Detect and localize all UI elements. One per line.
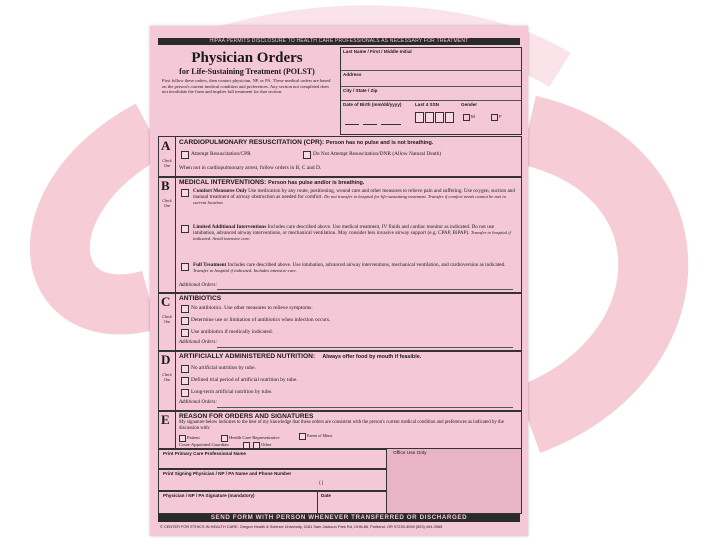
section-letter: D: [161, 352, 171, 367]
attempt-cpr-label: Attempt Resuscitation/CPR: [191, 151, 251, 157]
long-term-nutrition-label: Long-term artificial nutrition by tube.: [191, 389, 273, 395]
health-care-rep-label: Health Care Representative: [229, 435, 280, 440]
section-e-reason-signatures: [158, 410, 522, 450]
option-title: Comfort Measures Only: [193, 188, 247, 194]
use-antibiotics-label: Use antibiotics if medically indicated.: [191, 329, 273, 335]
dob-label: Date of Birth (mm/dd/yyyy): [343, 102, 402, 107]
option-text: Use medication by any route, positioning, wound care and other measures to relieve pain and suffering. Use oxygen, suction and manual treatment of airway obstruction as needed for comfort.: [193, 188, 515, 201]
section-b-medical-interventions: [158, 176, 522, 294]
ssn-digit-field[interactable]: [415, 112, 424, 123]
primary-care-label: Print Primary Care Professional Name: [163, 451, 246, 456]
patient-label: Patient: [187, 435, 200, 440]
dnr-label: Do Not Attempt Resuscitation/DNR (Allow Natural Death): [313, 151, 442, 157]
ssn-digit-field[interactable]: [425, 112, 434, 123]
option-title: Full Treatment: [193, 262, 227, 268]
additional-orders-label: Additional Orders:: [179, 340, 218, 345]
attempt-cpr-checkbox[interactable]: [181, 151, 189, 159]
signing-physician-row[interactable]: [158, 468, 388, 492]
section-d-heading: [179, 353, 421, 360]
comfort-measures-text: [193, 188, 517, 207]
office-use-only-box: [386, 448, 522, 514]
check-one-note: Check One: [162, 373, 172, 382]
determine-antibiotics-checkbox[interactable]: [181, 317, 189, 325]
additional-orders-field[interactable]: [217, 407, 513, 408]
additional-orders-field[interactable]: [217, 289, 513, 290]
check-one-note: Check One: [162, 315, 172, 324]
determine-antibiotics-label: Determine use or limitation of antibiotics when infection occurs.: [191, 317, 331, 323]
gender-m-label: M: [471, 114, 475, 119]
option-note: Transfer to hospital if indicated. Avoid intensive care.: [193, 230, 511, 242]
signing-physician-label: Print Signing Physician / NP / PA Name and Phone Number: [163, 471, 292, 476]
phone-field: ( ): [319, 480, 324, 485]
send-form-banner: SEND FORM WITH PERSON WHENEVER TRANSFERRED OR DISCHARGED: [158, 514, 520, 522]
ssn-digit-field[interactable]: [445, 112, 454, 123]
divider: [341, 100, 521, 101]
no-antibiotics-checkbox[interactable]: [181, 305, 189, 313]
section-letter: C: [161, 294, 171, 309]
copyright-footer: © CENTER FOR ETHICS IN HEALTH CARE, Oregon Health & Science University, 3181 Sam Jackson Park Rd, UHN-86, Portland, OR 97239-3098 (503) 494-3965: [160, 524, 443, 529]
section-letter: E: [161, 412, 170, 427]
heading-text: MEDICAL INTERVENTIONS:: [179, 179, 267, 186]
heading-note: Person has no pulse and is not breathing.: [326, 140, 434, 146]
parent-minor-label: Parent of Minor: [307, 433, 333, 438]
limited-interventions-checkbox[interactable]: [181, 225, 189, 233]
no-artificial-nutrition-label: No artificial nutrition by tube.: [191, 365, 256, 371]
full-treatment-checkbox[interactable]: [181, 263, 189, 271]
check-one-note: Check One: [162, 159, 172, 168]
form-instructions: First follow these orders, then contact physician, NP, or PA. These medical orders are based on the person's current medical condition and preferences. Any section not completed does not invalidate the form and implies full treatment for that section.: [162, 78, 331, 95]
divider: [341, 70, 521, 71]
city-label: City / State / Zip: [343, 88, 378, 93]
heading-note: Always offer food by mouth if feasible.: [322, 354, 422, 360]
additional-orders-label: Additional Orders:: [179, 400, 218, 405]
signature-row[interactable]: [158, 490, 388, 514]
section-letter: B: [161, 178, 170, 193]
option-note: Do not transfer to hospital for life-sustaining treatment. Transfer if comfort needs cannot be met in current location.: [193, 194, 506, 206]
form-title: Physician Orders: [191, 50, 303, 66]
parent-minor-checkbox[interactable]: [299, 433, 306, 440]
option-note: Transfer to hospital if indicated. Includes intensive care.: [193, 268, 297, 274]
section-e-heading: REASON FOR ORDERS AND SIGNATURES: [179, 413, 314, 420]
heading-text: CARDIOPULMONARY RESUSCITATION (CPR):: [179, 139, 325, 146]
trial-nutrition-label: Defined trial period of artificial nutrition by tube.: [191, 377, 298, 383]
limited-interventions-text: [193, 224, 517, 243]
section-d-nutrition: [158, 350, 522, 412]
health-care-rep-checkbox[interactable]: [221, 435, 228, 442]
heading-text: ARTIFICIALLY ADMINISTERED NUTRITION:: [179, 353, 316, 360]
dob-day-field[interactable]: [363, 124, 377, 125]
section-a-cpr: [158, 136, 522, 178]
patient-checkbox[interactable]: [179, 435, 186, 442]
section-e-statement: My signature below indicates to the best of my knowledge that these orders are consistent with the person's current medical condition and preferences as indicated by the discussion with:: [179, 420, 504, 431]
section-a-heading: [179, 139, 433, 146]
form-subtitle: for Life-Sustaining Treatment (POLST): [179, 67, 315, 76]
section-c-antibiotics: [158, 292, 522, 352]
date-label: Date: [321, 493, 331, 498]
address-label: Address: [343, 72, 362, 77]
option-text: Includes care described above. Use medical treatment, IV fluids and cardiac monitor as indicated. Do not use intubation, advanced airway interventions, or mechanical ventilation. May consider less invasive airway support (e.g. CPAP, BiPAP).: [193, 224, 495, 237]
section-letter-box: [159, 411, 176, 449]
additional-orders-field[interactable]: [217, 347, 513, 348]
section-a-note: When not in cardiopulmonary arrest, follow orders in B, C and D.: [179, 165, 322, 171]
section-letter-box: [159, 293, 176, 351]
polst-form-page: [150, 26, 528, 536]
comfort-measures-checkbox[interactable]: [181, 189, 189, 197]
primary-care-name-row[interactable]: [158, 448, 388, 470]
divider: [317, 491, 318, 513]
section-letter-box: [159, 177, 176, 293]
section-b-heading: [179, 179, 364, 186]
no-antibiotics-label: No antibiotics. Use other measures to relieve symptoms.: [191, 305, 313, 311]
ssn-label: Last 4 SSN: [415, 102, 439, 107]
gender-label: Gender: [461, 102, 478, 107]
name-label: Last Name / First / Middle Initial: [343, 49, 412, 54]
section-c-heading: ANTIBIOTICS: [179, 295, 222, 302]
use-antibiotics-checkbox[interactable]: [181, 329, 189, 337]
section-letter-box: [159, 351, 176, 411]
gender-f-label: F: [499, 114, 502, 119]
dob-year-field[interactable]: [381, 124, 401, 125]
additional-orders-label: Additional Orders:: [179, 283, 218, 288]
gender-m-checkbox[interactable]: [463, 114, 470, 121]
no-artificial-nutrition-checkbox[interactable]: [181, 365, 189, 373]
hipaa-disclosure-bar: HIPAA PERMITS DISCLOSURE TO HEALTH CARE PROFESSIONALS AS NECESSARY FOR TREATMENT: [158, 38, 520, 45]
option-text: Includes care described above. Use intubation, advanced airway interventions, mechanical ventilation, and cardioversion as indicated.: [227, 262, 506, 268]
office-use-label: Office Use Only: [393, 451, 427, 456]
full-treatment-text: [193, 262, 517, 274]
dnr-checkbox[interactable]: [303, 151, 311, 159]
ssn-digit-field[interactable]: [435, 112, 444, 123]
gender-f-checkbox[interactable]: [491, 114, 498, 121]
heading-note: Person has pulse and/or is breathing.: [268, 180, 365, 186]
signature-label: Physician / NP / PA Signature (mandatory): [163, 493, 255, 498]
trial-nutrition-checkbox[interactable]: [181, 377, 189, 385]
divider: [341, 86, 521, 87]
long-term-nutrition-checkbox[interactable]: [181, 389, 189, 397]
other-label: Other: [261, 442, 272, 447]
section-letter: A: [161, 138, 171, 153]
guardian-label: Court-Appointed Guardian: [179, 442, 229, 447]
section-letter-box: [159, 137, 176, 177]
patient-info-box: [340, 47, 522, 135]
option-title: Limited Additional Interventions: [193, 224, 267, 230]
dob-month-field[interactable]: [345, 124, 359, 125]
check-one-note: Check One: [162, 199, 172, 208]
